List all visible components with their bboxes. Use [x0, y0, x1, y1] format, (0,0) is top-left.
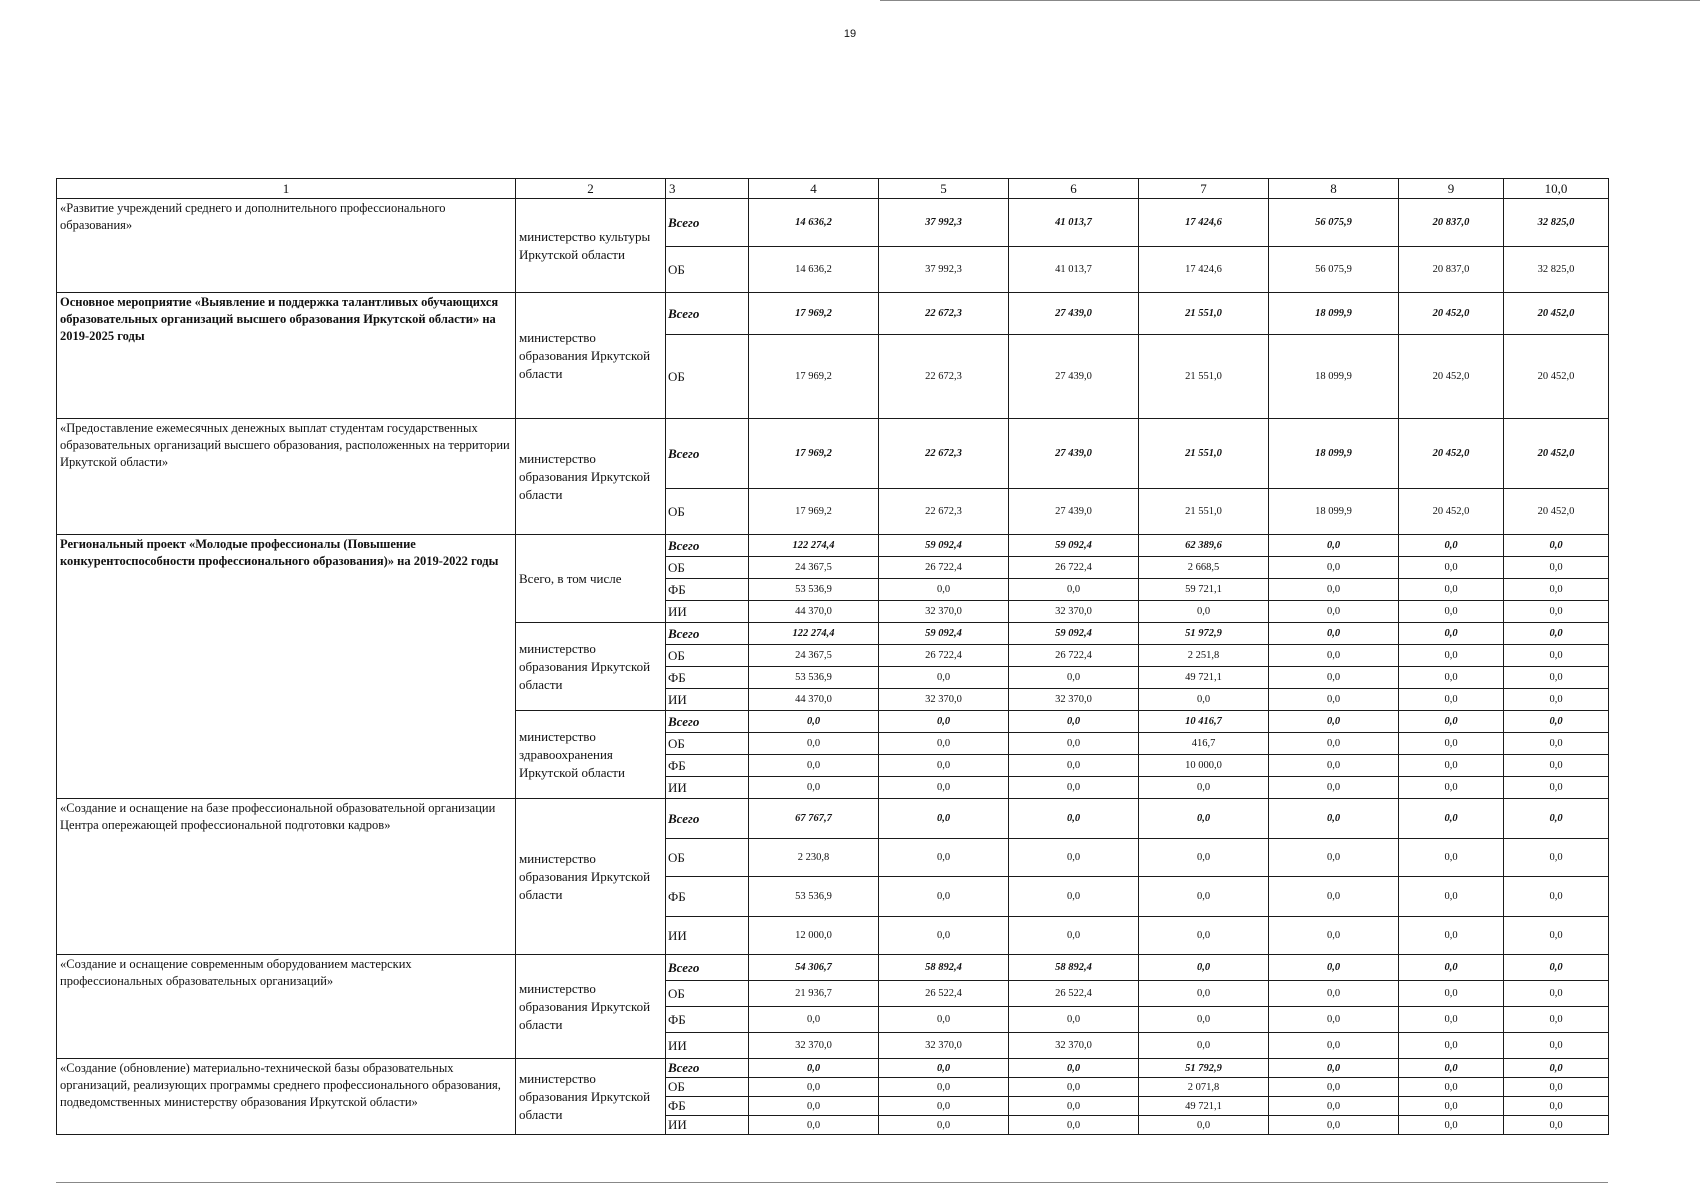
amount-cell: 0,0: [879, 711, 1009, 733]
amount-cell: 0,0: [1269, 1116, 1399, 1135]
header-cell: 6: [1009, 179, 1139, 199]
amount-cell: 0,0: [1504, 623, 1609, 645]
funding-source-cell: Всего: [666, 799, 749, 839]
top-edge-rule: [880, 0, 1700, 1]
amount-cell: 56 075,9: [1269, 247, 1399, 293]
amount-cell: 0,0: [1399, 1059, 1504, 1078]
amount-cell: 37 992,3: [879, 247, 1009, 293]
amount-cell: 0,0: [1504, 711, 1609, 733]
amount-cell: 18 099,9: [1269, 419, 1399, 489]
amount-cell: 0,0: [879, 1097, 1009, 1116]
amount-cell: 20 837,0: [1399, 199, 1504, 247]
amount-cell: 0,0: [879, 839, 1009, 877]
amount-cell: 0,0: [1009, 1059, 1139, 1078]
amount-cell: 17 424,6: [1139, 247, 1269, 293]
amount-cell: 0,0: [1504, 1007, 1609, 1033]
amount-cell: 0,0: [1504, 645, 1609, 667]
amount-cell: 0,0: [1399, 711, 1504, 733]
amount-cell: 0,0: [1504, 1078, 1609, 1097]
amount-cell: 0,0: [879, 917, 1009, 955]
amount-cell: 59 092,4: [1009, 535, 1139, 557]
amount-cell: 0,0: [1269, 1007, 1399, 1033]
amount-cell: 0,0: [1009, 799, 1139, 839]
amount-cell: 0,0: [1504, 579, 1609, 601]
program-name-cell: «Предоставление ежемесячных денежных выплат студентам государственных образовательных организаций высшего образования, расположенных на территории Иркутской области»: [57, 419, 516, 535]
amount-cell: 0,0: [1009, 877, 1139, 917]
amount-cell: 17 424,6: [1139, 199, 1269, 247]
amount-cell: 21 551,0: [1139, 335, 1269, 419]
amount-cell: 14 636,2: [749, 199, 879, 247]
amount-cell: 0,0: [1269, 981, 1399, 1007]
header-cell: 7: [1139, 179, 1269, 199]
amount-cell: 59 092,4: [1009, 623, 1139, 645]
amount-cell: 20 452,0: [1399, 335, 1504, 419]
amount-cell: 0,0: [1139, 1007, 1269, 1033]
budget-table: [56, 178, 1609, 1135]
amount-cell: 14 636,2: [749, 247, 879, 293]
amount-cell: 0,0: [1399, 839, 1504, 877]
amount-cell: 0,0: [1009, 711, 1139, 733]
amount-cell: 0,0: [1139, 1033, 1269, 1059]
table-row: [57, 799, 1609, 839]
funding-source-cell: ОБ: [666, 1078, 749, 1097]
amount-cell: 0,0: [1009, 755, 1139, 777]
amount-cell: 0,0: [1504, 733, 1609, 755]
amount-cell: 20 452,0: [1399, 489, 1504, 535]
amount-cell: 58 892,4: [879, 955, 1009, 981]
amount-cell: 0,0: [1399, 601, 1504, 623]
funding-source-cell: ОБ: [666, 645, 749, 667]
amount-cell: 0,0: [1399, 755, 1504, 777]
amount-cell: 51 792,9: [1139, 1059, 1269, 1078]
funding-source-cell: ОБ: [666, 489, 749, 535]
amount-cell: 0,0: [749, 1097, 879, 1116]
executor-cell: министерство образования Иркутской области: [516, 419, 666, 535]
amount-cell: 0,0: [1269, 1078, 1399, 1097]
amount-cell: 0,0: [1399, 1007, 1504, 1033]
funding-source-cell: Всего: [666, 711, 749, 733]
amount-cell: 21 551,0: [1139, 293, 1269, 335]
amount-cell: 20 837,0: [1399, 247, 1504, 293]
header-cell: 10,0: [1504, 179, 1609, 199]
amount-cell: 0,0: [749, 755, 879, 777]
amount-cell: 0,0: [879, 1078, 1009, 1097]
program-name-cell: Основное мероприятие «Выявление и поддержка талантливых обучающихся образовательных организаций высшего образования Иркутской области» на 2019-2025 годы: [57, 293, 516, 419]
amount-cell: 0,0: [1399, 877, 1504, 917]
amount-cell: 0,0: [1009, 917, 1139, 955]
funding-source-cell: ИИ: [666, 777, 749, 799]
amount-cell: 26 522,4: [1009, 981, 1139, 1007]
amount-cell: 44 370,0: [749, 689, 879, 711]
amount-cell: 0,0: [1269, 955, 1399, 981]
amount-cell: 0,0: [1269, 1033, 1399, 1059]
amount-cell: 58 892,4: [1009, 955, 1139, 981]
funding-source-cell: ИИ: [666, 601, 749, 623]
amount-cell: 0,0: [749, 1078, 879, 1097]
amount-cell: 0,0: [1269, 711, 1399, 733]
amount-cell: 32 825,0: [1504, 247, 1609, 293]
amount-cell: 0,0: [1139, 1116, 1269, 1135]
funding-source-cell: ОБ: [666, 247, 749, 293]
amount-cell: 32 370,0: [879, 689, 1009, 711]
amount-cell: 0,0: [1269, 777, 1399, 799]
amount-cell: 0,0: [1139, 777, 1269, 799]
amount-cell: 0,0: [1399, 981, 1504, 1007]
amount-cell: 0,0: [1269, 839, 1399, 877]
amount-cell: 17 969,2: [749, 293, 879, 335]
amount-cell: 0,0: [1399, 1033, 1504, 1059]
program-name-cell: «Создание и оснащение на базе профессиональной образовательной организации Центра опережающей профессиональной подготовки кадров»: [57, 799, 516, 955]
amount-cell: 0,0: [1504, 601, 1609, 623]
amount-cell: 0,0: [1399, 689, 1504, 711]
amount-cell: 0,0: [1009, 839, 1139, 877]
amount-cell: 0,0: [1009, 1078, 1139, 1097]
amount-cell: 20 452,0: [1399, 293, 1504, 335]
funding-source-cell: ФБ: [666, 667, 749, 689]
amount-cell: 59 092,4: [879, 623, 1009, 645]
amount-cell: 0,0: [749, 1116, 879, 1135]
amount-cell: 0,0: [1504, 535, 1609, 557]
amount-cell: 0,0: [1269, 601, 1399, 623]
funding-source-cell: ФБ: [666, 1007, 749, 1033]
amount-cell: 0,0: [1504, 799, 1609, 839]
program-name-cell: «Создание и оснащение современным оборудованием мастерских профессиональных образовательных организаций»: [57, 955, 516, 1059]
amount-cell: 0,0: [1504, 877, 1609, 917]
amount-cell: 0,0: [1399, 557, 1504, 579]
amount-cell: 0,0: [1269, 1097, 1399, 1116]
amount-cell: 0,0: [879, 799, 1009, 839]
amount-cell: 0,0: [1139, 955, 1269, 981]
amount-cell: 416,7: [1139, 733, 1269, 755]
amount-cell: 0,0: [879, 1116, 1009, 1135]
amount-cell: 0,0: [1009, 1097, 1139, 1116]
amount-cell: 22 672,3: [879, 489, 1009, 535]
header-cell: 9: [1399, 179, 1504, 199]
amount-cell: 0,0: [1009, 1007, 1139, 1033]
amount-cell: 49 721,1: [1139, 667, 1269, 689]
amount-cell: 0,0: [1269, 1059, 1399, 1078]
amount-cell: 0,0: [1504, 1116, 1609, 1135]
amount-cell: 32 370,0: [879, 1033, 1009, 1059]
amount-cell: 27 439,0: [1009, 489, 1139, 535]
amount-cell: 67 767,7: [749, 799, 879, 839]
amount-cell: 22 672,3: [879, 335, 1009, 419]
amount-cell: 0,0: [1139, 839, 1269, 877]
funding-source-cell: Всего: [666, 955, 749, 981]
header-cell: 4: [749, 179, 879, 199]
amount-cell: 26 722,4: [879, 557, 1009, 579]
amount-cell: 0,0: [749, 733, 879, 755]
amount-cell: 0,0: [1504, 981, 1609, 1007]
amount-cell: 44 370,0: [749, 601, 879, 623]
amount-cell: 0,0: [1139, 877, 1269, 917]
funding-source-cell: Всего: [666, 199, 749, 247]
amount-cell: 0,0: [1269, 623, 1399, 645]
funding-source-cell: ОБ: [666, 981, 749, 1007]
amount-cell: 0,0: [1399, 1097, 1504, 1116]
funding-source-cell: ИИ: [666, 1033, 749, 1059]
amount-cell: 0,0: [749, 1007, 879, 1033]
amount-cell: 0,0: [1399, 799, 1504, 839]
amount-cell: 20 452,0: [1504, 419, 1609, 489]
amount-cell: 0,0: [1139, 689, 1269, 711]
executor-cell: министерство образования Иркутской области: [516, 293, 666, 419]
amount-cell: 18 099,9: [1269, 293, 1399, 335]
amount-cell: 0,0: [1399, 917, 1504, 955]
amount-cell: 0,0: [1399, 645, 1504, 667]
amount-cell: 22 672,3: [879, 293, 1009, 335]
amount-cell: 0,0: [1269, 667, 1399, 689]
amount-cell: 18 099,9: [1269, 335, 1399, 419]
amount-cell: 0,0: [1399, 733, 1504, 755]
table-row: [57, 199, 1609, 247]
amount-cell: 122 274,4: [749, 623, 879, 645]
header-cell: 1: [57, 179, 516, 199]
bottom-edge-rule: [56, 1182, 1608, 1183]
amount-cell: 0,0: [1504, 1033, 1609, 1059]
amount-cell: 0,0: [1269, 755, 1399, 777]
amount-cell: 0,0: [1399, 579, 1504, 601]
executor-cell: министерство здравоохранения Иркутской области: [516, 711, 666, 799]
table-row: [57, 955, 1609, 981]
header-row: [57, 179, 1609, 199]
amount-cell: 26 722,4: [879, 645, 1009, 667]
amount-cell: 49 721,1: [1139, 1097, 1269, 1116]
page-number: 19: [843, 28, 857, 40]
amount-cell: 0,0: [1139, 917, 1269, 955]
amount-cell: 18 099,9: [1269, 489, 1399, 535]
amount-cell: 0,0: [879, 579, 1009, 601]
amount-cell: 0,0: [1269, 877, 1399, 917]
header-cell: 5: [879, 179, 1009, 199]
funding-source-cell: ОБ: [666, 733, 749, 755]
amount-cell: 26 722,4: [1009, 557, 1139, 579]
funding-source-cell: ОБ: [666, 839, 749, 877]
amount-cell: 17 969,2: [749, 489, 879, 535]
amount-cell: 0,0: [1399, 623, 1504, 645]
amount-cell: 0,0: [1009, 1116, 1139, 1135]
program-name-cell: Региональный проект «Молодые профессионалы (Повышение конкурентоспособности профессионального образования)» на 2019-2022 годы: [57, 535, 516, 799]
amount-cell: 2 668,5: [1139, 557, 1269, 579]
funding-source-cell: Всего: [666, 293, 749, 335]
amount-cell: 0,0: [1009, 579, 1139, 601]
amount-cell: 0,0: [1009, 733, 1139, 755]
amount-cell: 21 551,0: [1139, 419, 1269, 489]
amount-cell: 17 969,2: [749, 419, 879, 489]
amount-cell: 32 370,0: [1009, 689, 1139, 711]
header-cell: 2: [516, 179, 666, 199]
amount-cell: 0,0: [1269, 645, 1399, 667]
amount-cell: 59 092,4: [879, 535, 1009, 557]
amount-cell: 62 389,6: [1139, 535, 1269, 557]
amount-cell: 122 274,4: [749, 535, 879, 557]
amount-cell: 0,0: [1269, 535, 1399, 557]
amount-cell: 0,0: [1399, 1116, 1504, 1135]
amount-cell: 0,0: [1504, 689, 1609, 711]
executor-cell: министерство культуры Иркутской области: [516, 199, 666, 293]
amount-cell: 27 439,0: [1009, 419, 1139, 489]
amount-cell: 0,0: [879, 733, 1009, 755]
amount-cell: 51 972,9: [1139, 623, 1269, 645]
amount-cell: 0,0: [1269, 689, 1399, 711]
table-body: [57, 179, 1609, 1135]
amount-cell: 0,0: [1139, 799, 1269, 839]
amount-cell: 21 936,7: [749, 981, 879, 1007]
amount-cell: 0,0: [1139, 981, 1269, 1007]
amount-cell: 53 536,9: [749, 667, 879, 689]
header-cell: 3: [666, 179, 749, 199]
amount-cell: 2 251,8: [1139, 645, 1269, 667]
funding-source-cell: ФБ: [666, 877, 749, 917]
funding-source-cell: Всего: [666, 535, 749, 557]
amount-cell: 0,0: [749, 711, 879, 733]
amount-cell: 0,0: [749, 777, 879, 799]
amount-cell: 32 370,0: [1009, 601, 1139, 623]
amount-cell: 0,0: [1269, 799, 1399, 839]
funding-source-cell: ИИ: [666, 917, 749, 955]
funding-source-cell: Всего: [666, 1059, 749, 1078]
amount-cell: 0,0: [1009, 777, 1139, 799]
amount-cell: 0,0: [1504, 755, 1609, 777]
amount-cell: 27 439,0: [1009, 293, 1139, 335]
funding-source-cell: Всего: [666, 623, 749, 645]
amount-cell: 20 452,0: [1504, 489, 1609, 535]
amount-cell: 56 075,9: [1269, 199, 1399, 247]
amount-cell: 37 992,3: [879, 199, 1009, 247]
amount-cell: 0,0: [1269, 579, 1399, 601]
amount-cell: 20 452,0: [1504, 293, 1609, 335]
executor-cell: министерство образования Иркутской области: [516, 955, 666, 1059]
amount-cell: 0,0: [1504, 667, 1609, 689]
amount-cell: 32 370,0: [1009, 1033, 1139, 1059]
amount-cell: 0,0: [1269, 557, 1399, 579]
amount-cell: 0,0: [1399, 777, 1504, 799]
table-row: [57, 293, 1609, 335]
amount-cell: 20 452,0: [1504, 335, 1609, 419]
funding-source-cell: ОБ: [666, 335, 749, 419]
amount-cell: 26 522,4: [879, 981, 1009, 1007]
amount-cell: 0,0: [1269, 733, 1399, 755]
amount-cell: 0,0: [879, 877, 1009, 917]
amount-cell: 32 370,0: [749, 1033, 879, 1059]
amount-cell: 0,0: [1399, 1078, 1504, 1097]
amount-cell: 12 000,0: [749, 917, 879, 955]
amount-cell: 17 969,2: [749, 335, 879, 419]
table-row: [57, 535, 1609, 557]
amount-cell: 59 721,1: [1139, 579, 1269, 601]
amount-cell: 26 722,4: [1009, 645, 1139, 667]
amount-cell: 10 000,0: [1139, 755, 1269, 777]
table-row: [57, 419, 1609, 489]
amount-cell: 0,0: [1504, 955, 1609, 981]
amount-cell: 0,0: [749, 1059, 879, 1078]
amount-cell: 0,0: [1139, 601, 1269, 623]
amount-cell: 0,0: [1504, 917, 1609, 955]
amount-cell: 41 013,7: [1009, 247, 1139, 293]
table-row: [57, 1059, 1609, 1078]
amount-cell: 2 071,8: [1139, 1078, 1269, 1097]
amount-cell: 0,0: [1399, 955, 1504, 981]
executor-cell: министерство образования Иркутской области: [516, 623, 666, 711]
amount-cell: 0,0: [879, 1007, 1009, 1033]
amount-cell: 0,0: [879, 667, 1009, 689]
amount-cell: 0,0: [879, 777, 1009, 799]
amount-cell: 0,0: [1504, 839, 1609, 877]
funding-source-cell: ОБ: [666, 557, 749, 579]
program-name-cell: «Создание (обновление) материально-технической базы образовательных организаций, реализующих программы среднего профессионального образования, подведомственных министерству образования Иркутской области»: [57, 1059, 516, 1135]
funding-source-cell: ФБ: [666, 1097, 749, 1116]
amount-cell: 41 013,7: [1009, 199, 1139, 247]
amount-cell: 54 306,7: [749, 955, 879, 981]
amount-cell: 0,0: [1504, 1097, 1609, 1116]
executor-cell: министерство образования Иркутской области: [516, 1059, 666, 1135]
amount-cell: 0,0: [879, 1059, 1009, 1078]
funding-source-cell: ФБ: [666, 755, 749, 777]
amount-cell: 32 370,0: [879, 601, 1009, 623]
amount-cell: 0,0: [879, 755, 1009, 777]
amount-cell: 20 452,0: [1399, 419, 1504, 489]
amount-cell: 22 672,3: [879, 419, 1009, 489]
amount-cell: 24 367,5: [749, 645, 879, 667]
amount-cell: 0,0: [1504, 777, 1609, 799]
amount-cell: 0,0: [1504, 1059, 1609, 1078]
amount-cell: 53 536,9: [749, 579, 879, 601]
amount-cell: 0,0: [1399, 535, 1504, 557]
amount-cell: 2 230,8: [749, 839, 879, 877]
header-cell: 8: [1269, 179, 1399, 199]
amount-cell: 10 416,7: [1139, 711, 1269, 733]
amount-cell: 0,0: [1399, 667, 1504, 689]
amount-cell: 21 551,0: [1139, 489, 1269, 535]
amount-cell: 0,0: [1009, 667, 1139, 689]
executor-cell: Всего, в том числе: [516, 535, 666, 623]
executor-cell: министерство образования Иркутской области: [516, 799, 666, 955]
program-name-cell: «Развитие учреждений среднего и дополнительного профессионального образования»: [57, 199, 516, 293]
amount-cell: 0,0: [1269, 917, 1399, 955]
amount-cell: 27 439,0: [1009, 335, 1139, 419]
amount-cell: 24 367,5: [749, 557, 879, 579]
amount-cell: 32 825,0: [1504, 199, 1609, 247]
funding-source-cell: ИИ: [666, 689, 749, 711]
funding-source-cell: ИИ: [666, 1116, 749, 1135]
funding-source-cell: ФБ: [666, 579, 749, 601]
funding-source-cell: Всего: [666, 419, 749, 489]
amount-cell: 0,0: [1504, 557, 1609, 579]
amount-cell: 53 536,9: [749, 877, 879, 917]
